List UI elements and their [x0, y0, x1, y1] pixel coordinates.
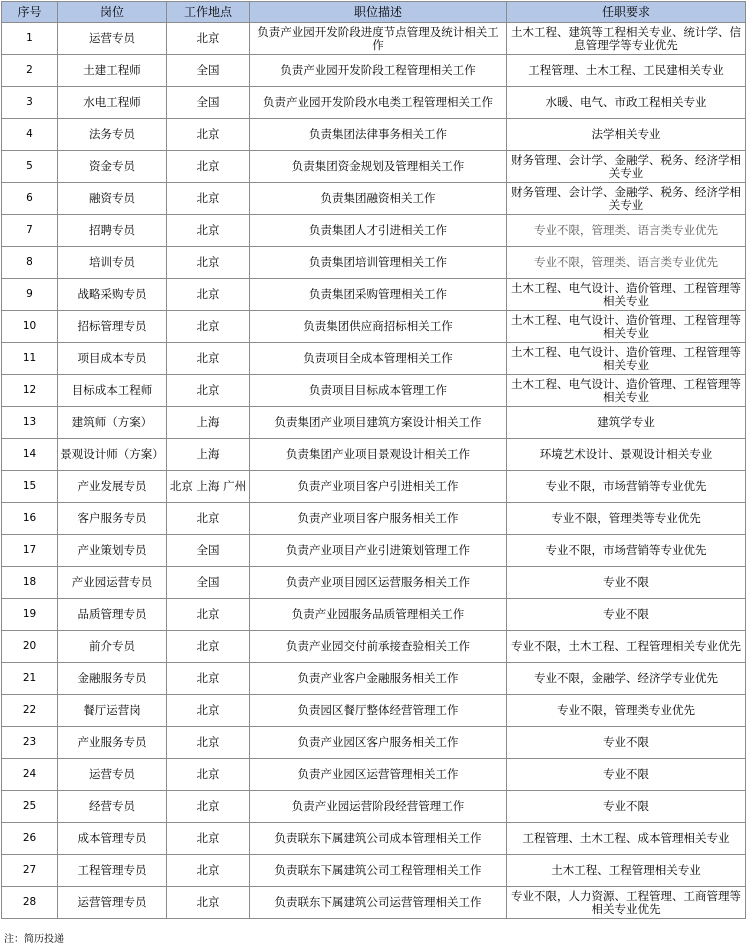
job-table — [1, 1, 746, 919]
cell-location: 全国 — [167, 87, 250, 119]
cell-description: 负责产业客户金融服务相关工作 — [250, 663, 507, 695]
table-row — [2, 823, 746, 855]
cell-position: 招标管理专员 — [58, 311, 167, 343]
cell-location: 上海 — [167, 407, 250, 439]
table-body — [2, 23, 746, 919]
cell-location: 北京 — [167, 855, 250, 887]
cell-position: 招聘专员 — [58, 215, 167, 247]
table-row — [2, 23, 746, 55]
cell-no: 15 — [2, 471, 58, 503]
cell-requirement: 土木工程、电气设计、造价管理、工程管理等相关专业 — [507, 279, 746, 311]
table-row — [2, 631, 746, 663]
table-row — [2, 247, 746, 279]
footnote: 注：简历投递 — [4, 934, 64, 945]
table-row — [2, 567, 746, 599]
cell-position: 产业发展专员 — [58, 471, 167, 503]
table-row — [2, 887, 746, 919]
cell-location: 北京 — [167, 727, 250, 759]
table-row — [2, 663, 746, 695]
cell-requirement: 专业不限，人力资源、工程管理、工商管理等相关专业优先 — [507, 887, 746, 919]
cell-no: 11 — [2, 343, 58, 375]
cell-requirement: 土木工程、工程管理相关专业 — [507, 855, 746, 887]
cell-position: 建筑师（方案） — [58, 407, 167, 439]
cell-location: 北京 — [167, 279, 250, 311]
cell-description: 负责产业园区运营管理相关工作 — [250, 759, 507, 791]
table-row — [2, 695, 746, 727]
cell-no: 24 — [2, 759, 58, 791]
cell-position: 产业策划专员 — [58, 535, 167, 567]
cell-description: 负责产业园服务品质管理相关工作 — [250, 599, 507, 631]
table-header-row — [2, 2, 746, 23]
cell-location: 北京 上海 广州 — [167, 471, 250, 503]
cell-position: 运营专员 — [58, 23, 167, 55]
cell-location: 北京 — [167, 375, 250, 407]
cell-no: 14 — [2, 439, 58, 471]
cell-requirement: 专业不限，管理类专业优先 — [507, 695, 746, 727]
cell-description: 负责产业园运营阶段经营管理工作 — [250, 791, 507, 823]
cell-no: 20 — [2, 631, 58, 663]
cell-location: 北京 — [167, 631, 250, 663]
cell-position: 金融服务专员 — [58, 663, 167, 695]
table-row — [2, 791, 746, 823]
cell-no: 1 — [2, 23, 58, 55]
table-row — [2, 87, 746, 119]
cell-requirement: 专业不限，市场营销等专业优先 — [507, 535, 746, 567]
cell-description: 负责产业园开发阶段进度节点管理及统计相关工作 — [250, 23, 507, 55]
cell-description: 负责联东下属建筑公司工程管理相关工作 — [250, 855, 507, 887]
cell-requirement: 专业不限，管理类、语言类专业优先 — [507, 215, 746, 247]
cell-location: 北京 — [167, 183, 250, 215]
cell-description: 负责集团产业项目建筑方案设计相关工作 — [250, 407, 507, 439]
cell-no: 8 — [2, 247, 58, 279]
table-row — [2, 343, 746, 375]
cell-no: 5 — [2, 151, 58, 183]
cell-description: 负责集团融资相关工作 — [250, 183, 507, 215]
cell-position: 产业园运营专员 — [58, 567, 167, 599]
cell-requirement: 工程管理、土木工程、成本管理相关专业 — [507, 823, 746, 855]
cell-location: 北京 — [167, 791, 250, 823]
cell-requirement: 土木工程、建筑等工程相关专业、统计学、信息管理学等专业优先 — [507, 23, 746, 55]
cell-requirement: 土木工程、电气设计、造价管理、工程管理等相关专业 — [507, 375, 746, 407]
cell-position: 成本管理专员 — [58, 823, 167, 855]
cell-location: 北京 — [167, 695, 250, 727]
cell-no: 23 — [2, 727, 58, 759]
cell-position: 经营专员 — [58, 791, 167, 823]
cell-position: 品质管理专员 — [58, 599, 167, 631]
cell-requirement: 工程管理、土木工程、工民建相关专业 — [507, 55, 746, 87]
table-row — [2, 759, 746, 791]
cell-requirement: 专业不限，管理类等专业优先 — [507, 503, 746, 535]
cell-no: 16 — [2, 503, 58, 535]
header-location: 工作地点 — [167, 2, 250, 23]
cell-description: 负责联东下属建筑公司成本管理相关工作 — [250, 823, 507, 855]
cell-position: 法务专员 — [58, 119, 167, 151]
cell-no: 4 — [2, 119, 58, 151]
cell-description: 负责集团培训管理相关工作 — [250, 247, 507, 279]
cell-position: 工程管理专员 — [58, 855, 167, 887]
cell-no: 19 — [2, 599, 58, 631]
cell-position: 产业服务专员 — [58, 727, 167, 759]
cell-location: 全国 — [167, 535, 250, 567]
cell-requirement: 专业不限，金融学、经济学专业优先 — [507, 663, 746, 695]
cell-no: 21 — [2, 663, 58, 695]
cell-no: 9 — [2, 279, 58, 311]
cell-location: 北京 — [167, 663, 250, 695]
cell-description: 负责产业项目客户服务相关工作 — [250, 503, 507, 535]
cell-requirement: 专业不限，市场营销等专业优先 — [507, 471, 746, 503]
cell-position: 战略采购专员 — [58, 279, 167, 311]
cell-requirement: 水暖、电气、市政工程相关专业 — [507, 87, 746, 119]
cell-description: 负责集团供应商招标相关工作 — [250, 311, 507, 343]
cell-location: 北京 — [167, 247, 250, 279]
table-row — [2, 599, 746, 631]
cell-position: 餐厅运营岗 — [58, 695, 167, 727]
cell-location: 北京 — [167, 759, 250, 791]
header-no: 序号 — [2, 2, 58, 23]
cell-requirement: 专业不限 — [507, 759, 746, 791]
cell-requirement: 专业不限 — [507, 791, 746, 823]
cell-description: 负责集团采购管理相关工作 — [250, 279, 507, 311]
cell-no: 27 — [2, 855, 58, 887]
table-row — [2, 279, 746, 311]
cell-requirement: 环境艺术设计、景观设计相关专业 — [507, 439, 746, 471]
cell-description: 负责集团法律事务相关工作 — [250, 119, 507, 151]
cell-no: 3 — [2, 87, 58, 119]
table-row — [2, 407, 746, 439]
cell-position: 目标成本工程师 — [58, 375, 167, 407]
table-row — [2, 855, 746, 887]
cell-description: 负责集团产业项目景观设计相关工作 — [250, 439, 507, 471]
cell-description: 负责集团人才引进相关工作 — [250, 215, 507, 247]
cell-description: 负责产业园开发阶段工程管理相关工作 — [250, 55, 507, 87]
cell-description: 负责产业项目客户引进相关工作 — [250, 471, 507, 503]
cell-requirement: 财务管理、会计学、金融学、税务、经济学相关专业 — [507, 151, 746, 183]
cell-no: 22 — [2, 695, 58, 727]
cell-no: 12 — [2, 375, 58, 407]
cell-location: 北京 — [167, 343, 250, 375]
table-row — [2, 151, 746, 183]
cell-location: 北京 — [167, 151, 250, 183]
cell-description: 负责产业园开发阶段水电类工程管理相关工作 — [250, 87, 507, 119]
cell-no: 25 — [2, 791, 58, 823]
cell-no: 28 — [2, 887, 58, 919]
cell-location: 北京 — [167, 119, 250, 151]
cell-requirement: 建筑学专业 — [507, 407, 746, 439]
cell-no: 26 — [2, 823, 58, 855]
cell-location: 北京 — [167, 503, 250, 535]
table-row — [2, 55, 746, 87]
cell-description: 负责产业园区客户服务相关工作 — [250, 727, 507, 759]
cell-no: 6 — [2, 183, 58, 215]
table-row — [2, 215, 746, 247]
cell-requirement: 土木工程、电气设计、造价管理、工程管理等相关专业 — [507, 311, 746, 343]
cell-location: 北京 — [167, 599, 250, 631]
cell-position: 景观设计师（方案） — [58, 439, 167, 471]
cell-position: 土建工程师 — [58, 55, 167, 87]
table-row — [2, 183, 746, 215]
cell-position: 培训专员 — [58, 247, 167, 279]
cell-description: 负责产业园交付前承接查验相关工作 — [250, 631, 507, 663]
cell-no: 7 — [2, 215, 58, 247]
table-row — [2, 311, 746, 343]
cell-position: 项目成本专员 — [58, 343, 167, 375]
cell-description: 负责项目目标成本管理工作 — [250, 375, 507, 407]
cell-position: 客户服务专员 — [58, 503, 167, 535]
cell-description: 负责联东下属建筑公司运营管理相关工作 — [250, 887, 507, 919]
table-row — [2, 727, 746, 759]
cell-location: 北京 — [167, 311, 250, 343]
cell-description: 负责产业项目园区运营服务相关工作 — [250, 567, 507, 599]
cell-position: 前介专员 — [58, 631, 167, 663]
cell-description: 负责园区餐厅整体经营管理工作 — [250, 695, 507, 727]
cell-requirement: 土木工程、电气设计、造价管理、工程管理等相关专业 — [507, 343, 746, 375]
cell-requirement: 专业不限，管理类、语言类专业优先 — [507, 247, 746, 279]
table-row — [2, 119, 746, 151]
cell-location: 全国 — [167, 567, 250, 599]
cell-location: 北京 — [167, 823, 250, 855]
cell-requirement: 专业不限 — [507, 567, 746, 599]
cell-requirement: 专业不限 — [507, 599, 746, 631]
cell-requirement: 专业不限，土木工程、工程管理相关专业优先 — [507, 631, 746, 663]
table-row — [2, 471, 746, 503]
cell-location: 全国 — [167, 55, 250, 87]
cell-description: 负责集团资金规划及管理相关工作 — [250, 151, 507, 183]
header-description: 职位描述 — [250, 2, 507, 23]
cell-position: 资金专员 — [58, 151, 167, 183]
cell-no: 2 — [2, 55, 58, 87]
table-row — [2, 439, 746, 471]
cell-no: 18 — [2, 567, 58, 599]
table-row — [2, 503, 746, 535]
header-position: 岗位 — [58, 2, 167, 23]
cell-position: 运营管理专员 — [58, 887, 167, 919]
header-requirement: 任职要求 — [507, 2, 746, 23]
cell-description: 负责产业项目产业引进策划管理工作 — [250, 535, 507, 567]
cell-location: 北京 — [167, 215, 250, 247]
table-row — [2, 535, 746, 567]
cell-no: 10 — [2, 311, 58, 343]
cell-no: 17 — [2, 535, 58, 567]
cell-description: 负责项目全成本管理相关工作 — [250, 343, 507, 375]
cell-requirement: 专业不限 — [507, 727, 746, 759]
cell-no: 13 — [2, 407, 58, 439]
cell-position: 水电工程师 — [58, 87, 167, 119]
cell-requirement: 法学相关专业 — [507, 119, 746, 151]
cell-location: 北京 — [167, 887, 250, 919]
cell-position: 融资专员 — [58, 183, 167, 215]
cell-location: 北京 — [167, 23, 250, 55]
table-row — [2, 375, 746, 407]
cell-location: 上海 — [167, 439, 250, 471]
cell-requirement: 财务管理、会计学、金融学、税务、经济学相关专业 — [507, 183, 746, 215]
cell-position: 运营专员 — [58, 759, 167, 791]
